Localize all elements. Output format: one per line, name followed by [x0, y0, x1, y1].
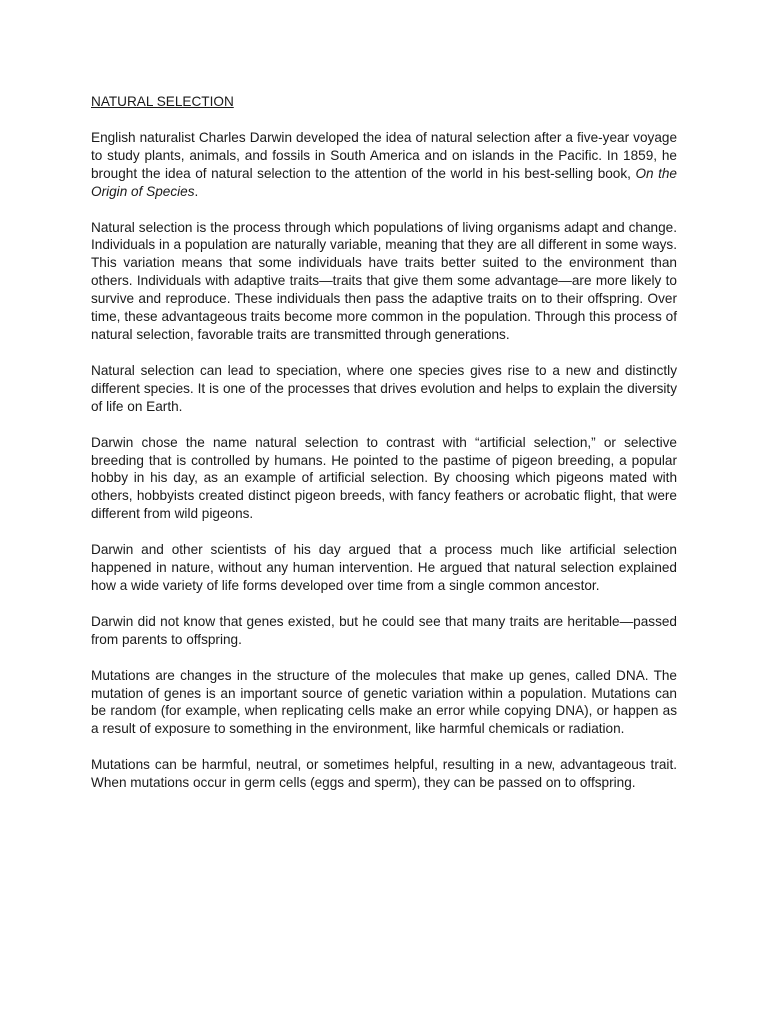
paragraph-natural-selection-process: Natural selection is the process through which populations of living organisms adapt and change. Individuals in a population are naturally variable, meaning that they are all different in some ways. This variation means that some individuals have traits better suited to the environment than others. Individuals with adaptive traits—traits that give them some advantage—are more likely to survive and reproduce. These individuals then pass the adaptive traits on to their offspring. Over time, these advantageous traits become more common in the population. Through this process of natural selection, favorable traits are transmitted through generations.: [91, 219, 677, 342]
paragraph-heritable-traits: Darwin did not know that genes existed, but he could see that many traits are heritable—passed from parents to offspring.: [91, 613, 677, 647]
document-body: [91, 93, 677, 810]
document-title: NATURAL SELECTION: [91, 94, 234, 109]
paragraph-common-ancestor: Darwin and other scientists of his day argued that a process much like artificial selection happened in nature, without any human intervention. He argued that natural selection explained how a wide variety of life forms developed over time from a single common ancestor.: [91, 542, 677, 593]
paragraph-artificial-selection: Darwin chose the name natural selection to contrast with “artificial selection,” or selective breeding that is controlled by humans. He pointed to the pastime of pigeon breeding, a popular hobby in his day, as an example of artificial selection. By choosing which pigeons mated with others, hobbyists created distinct pigeon breeds, with fancy feathers or acrobatic flight, that were different from wild pigeons.: [91, 434, 677, 522]
paragraph-speciation: Natural selection can lead to speciation, where one species gives rise to a new and distinctly different species. It is one of the processes that drives evolution and helps to explain the diversity of life on Earth.: [91, 362, 677, 414]
paragraph-text: English naturalist Charles Darwin developed the idea of natural selection after a five-year voyage to study plants, animals, and fossils in South America and on islands in the Pacific. In 1859, he brought the idea of natural selection to the attention of the world in his best-selling book,: [91, 129, 677, 181]
book-title: On the Origin of Species: [91, 165, 677, 199]
paragraph-text-end: .: [194, 183, 199, 199]
paragraph-darwin-voyage: [91, 129, 677, 201]
paragraph-mutation-effects: Mutations can be harmful, neutral, or sometimes helpful, resulting in a new, advantageous trait. When mutations occur in germ cells (eggs and sperm), they can be passed on to offspring.: [91, 757, 677, 791]
paragraph-mutations-dna: Mutations are changes in the structure of the molecules that make up genes, called DNA. The mutation of genes is an important source of genetic variation within a population. Mutations can be random (for example, when replicating cells make an error while copying DNA), or happen as a result of exposure to something in the environment, like harmful chemicals or radiation.: [91, 667, 677, 737]
